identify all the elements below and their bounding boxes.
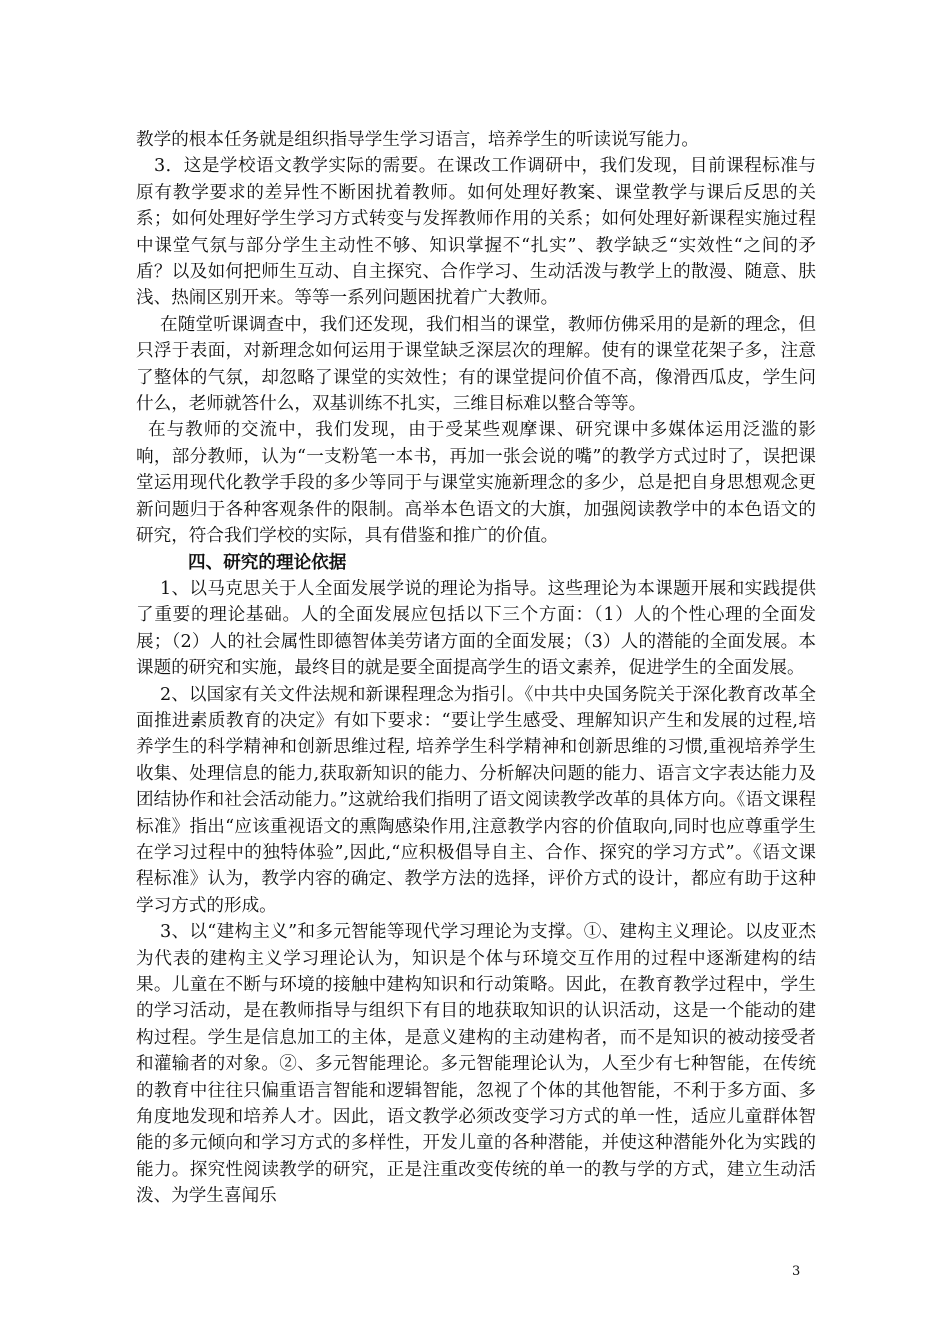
paragraph-1: 教学的根本任务就是组织指导学生学习语言，培养学生的听读说写能力。 <box>136 130 700 150</box>
paragraph-2: 3．这是学校语文教学实际的需要。在课改工作调研中，我们发现，目前课程标准与原有教学要求的差异性不断困扰着教师。如何处理好教案、课堂教学与课后反思的关系；如何处理好学生学习方式转变与发挥教师作用的关系；如何处理好新课程实施过程中课堂气氛与部分学生主动性不够、知识掌握不“扎实”、教学缺乏“实效性“之间的矛盾？以及如何把师生互动、自主探究、合作学习、生动活泼与教学上的散漫、随意、肤浅、热闹区别开来。等等一系列问题困扰着广大教师。 <box>136 156 816 309</box>
paragraph-3: 在随堂听课调查中，我们还发现，我们相当的课堂，教师仿佛采用的是新的理念，但只浮于表面，对新理念如何运用于课堂缺乏深层次的理解。使有的课堂花架子多，注意了整体的气氛，却忽略了课堂的实效性；有的课堂提问价值不高，像滑西瓜皮，学生问什么，老师就答什么，双基训练不扎实，三维目标难以整合等等。 <box>136 314 816 415</box>
section-heading: 四、研究的理论依据 <box>188 551 347 573</box>
document-body <box>136 127 816 1210</box>
paragraph-4: 在与教师的交流中，我们发现，由于受某些观摩课、研究课中多媒体运用泛滥的影响，部分教师，认为“一支粉笔一本书，再加一张会说的嘴”的教学方式过时了，误把课堂运用现代化教学手段的多少等同于与课堂实施新理念的多少，总是把自身思想观念更新问题归于各种客观条件的限制。高举本色语文的大旗，加强阅读教学中的本色语文的研究，符合我们学校的实际，具有借鉴和推广的价值。 <box>136 420 816 547</box>
page-number: 3 <box>792 1264 801 1279</box>
paragraph-5: 1、以马克思关于人全面发展学说的理论为指导。这些理论为本课题开展和实践提供了重要的理论基础。人的全面发展应包括以下三个方面：（1）人的个性心理的全面发展；（2）人的社会属性即德智体美劳诸方面的全面发展；（3）人的潜能的全面发展。本课题的研究和实施，最终目的就是要全面提高学生的语文素养，促进学生的全面发展。 <box>136 578 816 679</box>
paragraph-6: 2、以国家有关文件法规和新课程理念为指引。《中共中央国务院关于深化教育改革全面推进素质教育的决定》有如下要求：“要让学生感受、理解知识产生和发展的过程,培养学生的科学精神和创新思维过程, 培养学生科学精神和创新思维的习惯,重视培养学生收集、处理信息的能力,获取新知识的能力、分析解决问题的能力、语言文字表达能力及团结协作和社会活动能力。”这就给我们指明了语文阅读教学改革的具体方向。《语文课程标准》指出“应该重视语文的熏陶感染作用,注意教学内容的价值取向,同时也应尊重学生在学习过程中的独特体验”,因此,“应积极倡导自主、合作、探究的学习方式”。《语文课程标准》认为，教学内容的确定、教学方法的选择，评价方式的设计，都应有助于这种学习方式的形成。 <box>136 684 816 916</box>
paragraph-7: 3、以“建构主义”和多元智能等现代学习理论为支撑。①、建构主义理论。以皮亚杰为代表的建构主义学习理论认为，知识是个体与环境交互作用的过程中逐渐建构的结果。儿童在不断与环境的接触中建构知识和行动策略。因此，在教育教学过程中，学生的学习活动，是在教师指导与组织下有目的地获取知识的认识活动，这是一个能动的建构过程。学生是信息加工的主体，是意义建构的主动建构者，而不是知识的被动接受者和灌输者的对象。②、多元智能理论。多元智能理论认为，人至少有七种智能，在传统的教育中往往只偏重语言智能和逻辑智能，忽视了个体的其他智能，不利于多方面、多角度地发现和培养人才。因此，语文教学必须改变学习方式的单一性，适应儿童群体智能的多元倾向和学习方式的多样性，开发儿童的各种潜能，并使这种潜能外化为实践的能力。探究性阅读教学的研究，正是注重改变传统的单一的教与学的方式，建立生动活泼、为学生喜闻乐 <box>136 922 816 1207</box>
